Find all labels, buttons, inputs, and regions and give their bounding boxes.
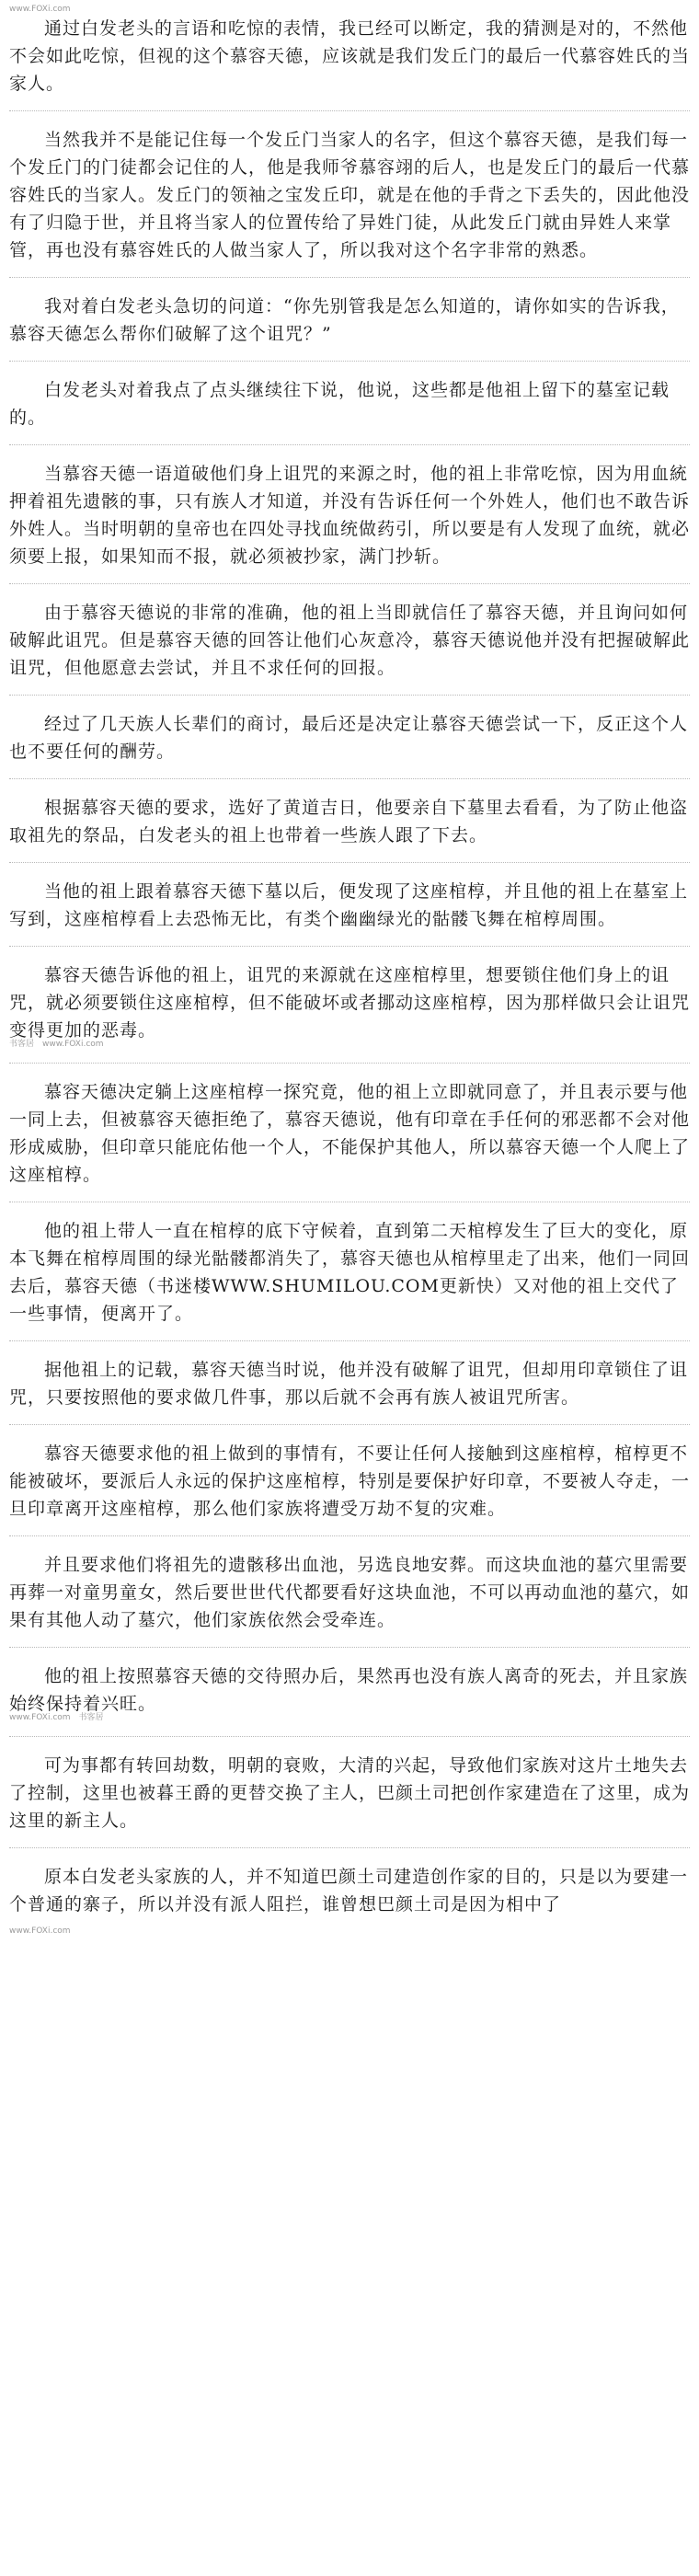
divider	[9, 583, 690, 584]
divider	[9, 778, 690, 779]
paragraph-6: 由于慕容天德说的非常的准确，他的祖上当即就信任了慕容天德，并且询问如何破解此诅咒。但是慕容天德的回答让他们心灰意冷，慕容天德说他并没有把握破解此诅咒，但他愿意去尝试，并且不求任何的回报。	[9, 603, 691, 678]
divider	[9, 1847, 690, 1848]
divider	[9, 946, 690, 947]
paragraph-15: 并且要求他们将祖先的遗骸移出血池，另选良地安葬。而这块血池的墓穴里需要再葬一对童男童女，然后要世世代代都要看好这块血池，不可以再动血池的墓穴，如果有其他人动了墓穴，他们家族依然会受牵连。	[9, 1555, 691, 1630]
paragraph-1: 通过白发老头的言语和吃惊的表情，我已经可以断定，我的猜测是对的，不然他不会如此吃惊，但视的这个慕容天德，应该就是我们发丘门的最后一代慕容姓氏的当家人。	[9, 18, 691, 94]
divider	[9, 110, 690, 111]
divider	[9, 862, 690, 863]
divider	[9, 361, 690, 362]
divider	[9, 1424, 690, 1425]
paragraph-7: 经过了几天族人长辈们的商讨，最后还是决定让慕容天德尝试一下，反正这个人也不要任何的酬劳。	[9, 714, 689, 762]
paragraph-17: 可为事都有转回劫数，明朝的衰败，大清的兴起，导致他们家族对这片土地失去了控制，这里也被暮王爵的更替交换了主人，巴颜土司把创作家建造在了这里，成为这里的新主人。	[9, 1755, 691, 1831]
divider	[9, 1647, 690, 1648]
paragraph-16: 他的祖上按照慕容天德的交待照办后，果然再也没有族人离奇的死去，并且家族始终保持着兴旺。	[9, 1666, 689, 1714]
paragraph-3: 我对着白发老头急切的问道：“你先别管我是怎么知道的，请你如实的告诉我，慕容天德怎么帮你们破解了这个诅咒？”	[9, 296, 680, 344]
watermark-lower: www.FOXi.com 书客居	[9, 1713, 104, 1722]
divider	[9, 444, 690, 445]
watermark-top: www.FOXi.com	[9, 5, 71, 14]
watermark-mid: 书客居 www.FOXi.com	[9, 1040, 104, 1049]
paragraph-8: 根据慕容天德的要求，选好了黄道吉日，他要亲自下墓里去看看，为了防止他盗取祖先的祭品，白发老头的祖上也带着一些族人跟了下去。	[9, 798, 689, 845]
paragraph-10: 慕容天德告诉他的祖上，诅咒的来源就在这座棺椁里，想要锁住他们身上的诅咒，就必须要锁住这座棺椁，但不能破坏或者挪动这座棺椁，因为那样做只会让诅咒变得更加的恶毒。	[9, 965, 691, 1041]
divider	[9, 277, 690, 278]
paragraph-5: 当慕容天德一语道破他们身上诅咒的来源之时，他的祖上非常吃惊，因为用血統押着祖先遗骸的事，只有族人才知道，并没有告诉任何一个外姓人，他们也不敢告诉外姓人。当时明朝的皇帝也在四处寻找血统做药引，所以要是有人发现了血统，就必须要上报，如果知而不报，就必须被抄家，满门抄斩。	[9, 464, 691, 567]
divider	[9, 1535, 690, 1536]
paragraph-9: 当他的祖上跟着慕容天德下墓以后，便发现了这座棺椁，并且他的祖上在墓室上写到，这座棺椁看上去恐怖无比，有类个幽幽绿光的骷髅飞舞在棺椁周围。	[9, 881, 689, 929]
paragraph-12: 他的祖上带人一直在棺椁的底下守候着，直到第二天棺椁发生了巨大的变化，原本飞舞在棺椁周围的绿光骷髅都消失了，慕容天德也从棺椁里走了出来，他们一同回去后，慕容天德（书迷楼WWW.SHUMILOU.COM更新快）又对他的祖上交代了一些事情，便离开了。	[9, 1221, 691, 1324]
divider	[9, 1063, 690, 1064]
paragraph-14: 慕容天德要求他的祖上做到的事情有，不要让任何人接触到这座棺椁，棺椁更不能被破坏，要派后人永远的保护这座棺椁，特别是要保护好印章，不要被人夺走，一旦印章离开这座棺椁，那么他们家族将遭受万劫不复的灾难。	[9, 1443, 691, 1519]
divider	[9, 1736, 690, 1737]
divider	[9, 695, 690, 696]
paragraph-2: 当然我并不是能记住每一个发丘门当家人的名字，但这个慕容天德，是我们每一个发丘门的门徒都会记住的人，他是我师爷慕容翊的后人，也是发丘门的最后一代慕容姓氏的当家人。发丘门的领袖之宝发丘印，就是在他的手背之下丢失的，因此他没有了归隐于世，并且将当家人的位置传给了异姓门徒，从此发丘门就由异姓人来掌管，再也没有慕容姓氏的人做当家人了，所以我对这个名字非常的熟悉。	[9, 130, 691, 260]
paragraph-13: 据他祖上的记载，慕容天德当时说，他并没有破解了诅咒，但却用印章锁住了诅咒，只要按照他的要求做几件事，那以后就不会再有族人被诅咒所害。	[9, 1360, 689, 1408]
divider	[9, 1340, 690, 1341]
paragraph-18: 原本白发老头家族的人，并不知道巴颜土司建造创作家的目的，只是以为要建一个普通的寨子，所以并没有派人阻拦，谁曾想巴颜土司是因为相中了	[9, 1867, 689, 1915]
watermark-bottom: www.FOXi.com	[9, 1926, 71, 1936]
paragraph-11: 慕容天德决定躺上这座棺椁一探究竟，他的祖上立即就同意了，并且表示要与他一同上去，但被慕容天德拒绝了，慕容天德说，他有印章在手任何的邪恶都不会对他形成威胁，但印章只能庇佑他一个人，不能保护其他人，所以慕容天德一个人爬上了这座棺椁。	[9, 1082, 691, 1185]
paragraph-4: 白发老头对着我点了点头继续往下说，他说，这些都是他祖上留下的墓室记载的。	[9, 380, 670, 428]
